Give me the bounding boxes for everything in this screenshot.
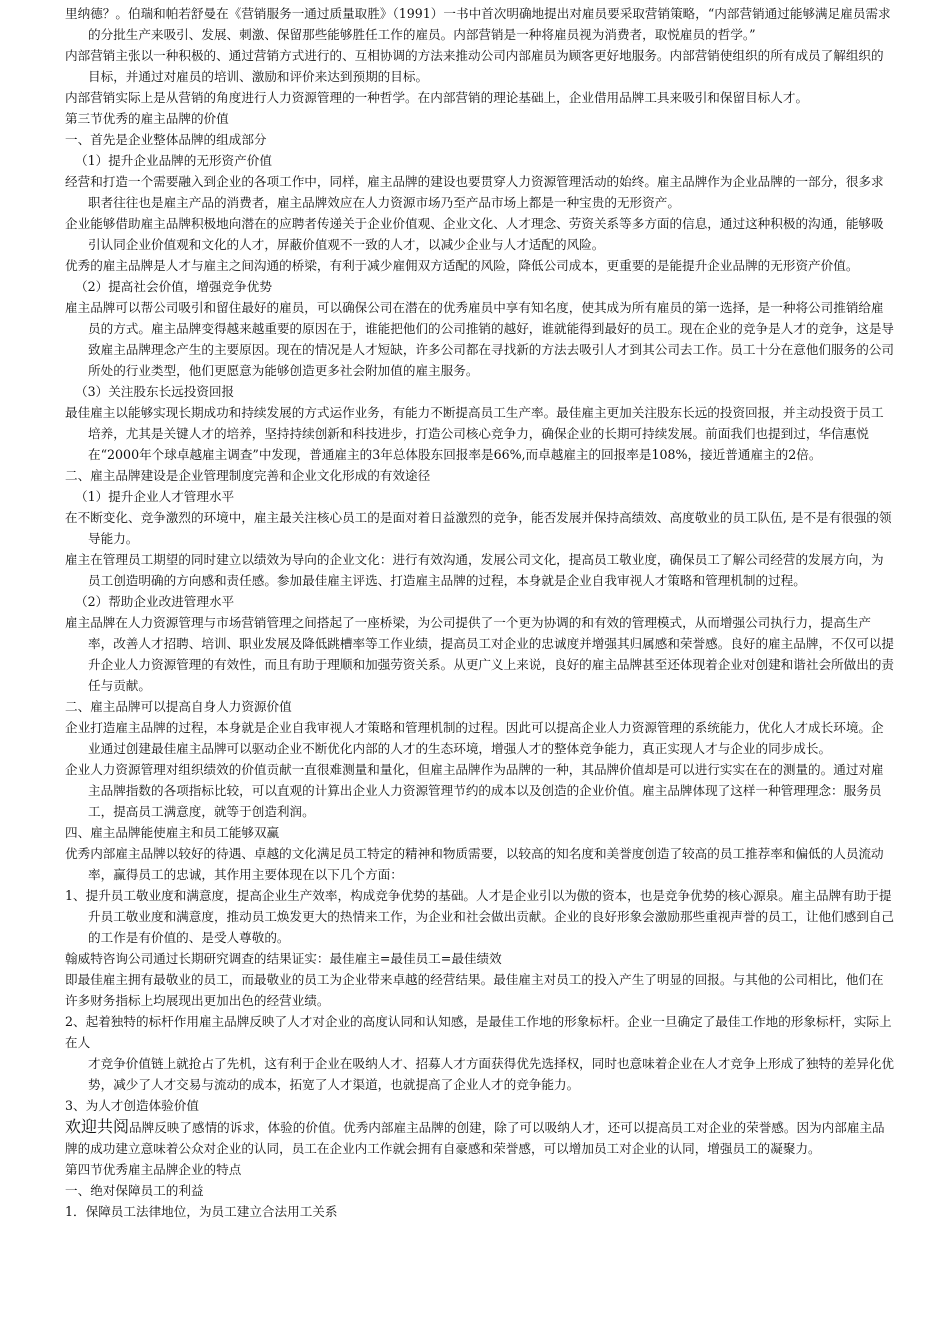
heading-line: 1．保障员工法律地位，为员工建立合法用工关系 bbox=[65, 1204, 338, 1219]
body-paragraph: 优秀内部雇主品牌以较好的待遇、卓越的文化满足员工特定的精神和物质需要，以较高的知名度和美誉度创造了较高的员工推荐率和偏低的人员流动率，赢得员工的忠诚，其作用主要体现在以下几个方面： bbox=[65, 846, 884, 882]
body-paragraph: 优秀的雇主品牌是人才与雇主之间沟通的桥梁，有利于减少雇佣双方适配的风险，降低公司成本，更重要的是能提升企业品牌的无形资产价值。 bbox=[65, 258, 859, 273]
body-paragraph: 内部营销主张以一种积极的、通过营销方式进行的、互相协调的方法来推动公司内部雇员为顾客更好地服务。内部营销使组织的所有成员了解组织的目标，并通过对雇员的培训、激励和评价来达到预期的目标。 bbox=[65, 48, 884, 84]
welcome-paragraph bbox=[65, 1116, 894, 1159]
body-paragraph: 1、提升员工敬业度和满意度，提高企业生产效率，构成竞争优势的基础。人才是企业引以为傲的资本，也是竞争优势的核心源泉。雇主品牌有助于提升员工敬业度和满意度，推动员工焕发更大的热情来工作，为企业和社会做出贡献。企业的良好形象会激励那些重视声誉的员工，让他们感到自己的工作是有价值的、是受人尊敬的。 bbox=[65, 888, 894, 945]
heading-line: 翰威特咨询公司通过长期研究调查的结果证实：最佳雇主=最佳员工=最佳绩效 bbox=[65, 951, 502, 966]
heading-line: 一、首先是企业整体品牌的组成部分 bbox=[65, 132, 267, 147]
heading-line: （2）帮助企业改进管理水平 bbox=[75, 594, 235, 609]
heading-line: 2、起着独特的标杆作用雇主品牌反映了人才对企业的高度认同和认知感，是最佳工作地的形象标杆。企业一旦确定了最佳工作地的形象标杆，实际上在人 bbox=[65, 1014, 892, 1050]
body-paragraph: 雇主在管理员工期望的同时建立以绩效为导向的企业文化：进行有效沟通，发展公司文化，提高员工敬业度，确保员工了解公司经营的发展方向，为员工创造明确的方向感和责任感。参加最佳雇主评选、打造雇主品牌的过程，本身就是企业自我审视人才策略和管理机制的过程。 bbox=[65, 552, 884, 588]
welcome-lead: 欢迎共阅 bbox=[65, 1117, 130, 1136]
body-paragraph: 最佳雇主以能够实现长期成功和持续发展的方式运作业务，有能力不断提高员工生产率。最佳雇主更加关注股东长远的投资回报，并主动投资于员工培养，尤其是关键人才的培养，坚持持续创新和科技进步，打造公司核心竞争力，确保企业的长期可持续发展。前面我们也提到过，华信惠悦在“2000年个球卓越雇主调查”中发现，普通雇主的3年总体股东回报率是66%,而卓越雇主的回报率是108%，接近普通雇主的2倍。 bbox=[65, 405, 884, 462]
body-paragraph: 里纳德？。伯瑞和帕若舒曼在《营销服务一通过质量取胜》（1991）一书中首次明确地提出对雇员要采取营销策略，“内部营销通过能够满足雇员需求的分批生产来吸引、发展、刺激、保留那些能够胜任工作的雇员。内部营销是一种将雇员视为消费者，取悦雇员的哲学。” bbox=[65, 6, 891, 42]
paragraph-text: 品牌反映了感情的诉求，体验的价值。优秀内部雇主品牌的创建，除了可以吸纳人才，还可以提高员工对企业的荣誉感。因为内部雇主品牌的成功建立意味着公众对企业的认同，员工在企业内工作就会拥有自豪感和荣誉感，可以增加员工对企业的认同，增强员工的凝聚力。 bbox=[65, 1120, 885, 1156]
body-paragraph: 内部营销实际上是从营销的角度进行人力资源管理的一种哲学。在内部营销的理论基础上，企业借用品牌工具来吸引和保留目标人才。 bbox=[65, 90, 809, 105]
heading-line: 一、绝对保障员工的利益 bbox=[65, 1183, 204, 1198]
body-paragraph: 经营和打造一个需要融入到企业的各项工作中，同样，雇主品牌的建设也要贯穿人力资源管理活动的始终。雇主品牌作为企业品牌的一部分，很多求职者往往也是雇主产品的消费者，雇主品牌效应在人力资源市场乃至产品市场上都是一种宝贵的无形资产。 bbox=[65, 174, 884, 210]
body-paragraph: 企业能够借助雇主品牌积极地向潜在的应聘者传递关于企业价值观、企业文化、人才理念、劳资关系等多方面的信息，通过这种积极的沟通，能够吸引认同企业价值观和文化的人才，屏蔽价值观不一致的人才，以减少企业与人才适配的风险。 bbox=[65, 216, 884, 252]
heading-line: 二、雇主品牌建设是企业管理制度完善和企业文化形成的有效途径 bbox=[65, 468, 431, 483]
heading-line: 四、雇主品牌能使雇主和员工能够双赢 bbox=[65, 825, 280, 840]
heading-line: （1）提升企业人才管理水平 bbox=[75, 489, 235, 504]
body-paragraph: 雇主品牌可以帮公司吸引和留住最好的雇员，可以确保公司在潜在的优秀雇员中享有知名度，使其成为所有雇员的第一选择，是一种将公司推销给雇员的方式。雇主品牌变得越来越重要的原因在于，谁能把他们的公司推销的越好，谁就能得到最好的员工。现在企业的竞争是人才的竞争，这是导致雇主品牌理念产生的主要原因。现在的情况是人才短缺，许多公司都在寻找新的方法去吸引人才到其公司去工作。员工十分在意他们服务的公司所处的行业类型，他们更愿意为能够创造更多社会附加值的雇主服务。 bbox=[65, 300, 894, 378]
heading-line: （1）提升企业品牌的无形资产价值 bbox=[75, 153, 272, 168]
body-paragraph: 才竞争价值链上就抢占了先机，这有利于企业在吸纳人才、招募人才方面获得优先选择权，同时也意味着企业在人才竞争上形成了独特的差异化优势，减少了人才交易与流动的成本，拓宽了人才渠道，也就提高了企业人才的竞争能力。 bbox=[88, 1056, 894, 1092]
heading-line: 第四节优秀雇主品牌企业的特点 bbox=[65, 1162, 242, 1177]
heading-line: 3、为人才创造体验价值 bbox=[65, 1098, 199, 1113]
heading-line: （2）提高社会价值，增强竞争优势 bbox=[75, 279, 272, 294]
heading-line: 即最佳雇主拥有最敬业的员工，而最敬业的员工为企业带来卓越的经营结果。最佳雇主对员工的投入产生了明显的回报。与其他的公司相比，他们在许多财务指标上均展现出更加出色的经营业绩。 bbox=[65, 972, 884, 1008]
body-paragraph: 在不断变化、竞争激烈的环境中，雇主最关注核心员工的是面对着日益激烈的竞争，能否发展并保持高绩效、高度敬业的员工队伍, 是不是有很强的领导能力。 bbox=[65, 510, 892, 546]
heading-line: （3）关注股东长远投资回报 bbox=[75, 384, 235, 399]
heading-line: 二、雇主品牌可以提高自身人力资源价值 bbox=[65, 699, 292, 714]
body-paragraph: 雇主品牌在人力资源管理与市场营销管理之间搭起了一座桥梁，为公司提供了一个更为协调的和有效的管理模式，从而增强公司执行力，提高生产率，改善人才招聘、培训、职业发展及降低跳槽率等工作业绩，提高员工对企业的忠诚度并增强其归属感和荣誉感。良好的雇主品牌，不仅可以提升企业人力资源管理的有效性，而且有助于理顺和加强劳资关系。从更广义上来说，良好的雇主品牌甚至还体现着企业对创建和谐社会所做出的责任与贡献。 bbox=[65, 615, 894, 693]
body-paragraph: 企业人力资源管理对组织绩效的价值贡献一直很难测量和量化，但雇主品牌作为品牌的一种，其品牌价值却是可以进行实实在在的测量的。通过对雇主品牌指数的各项指标比较，可以直观的计算出企业人力资源管理节约的成本以及创造的企业价值。雇主品牌体现了这样一种管理理念：服务员工，提高员工满意度，就等于创造利润。 bbox=[65, 762, 884, 819]
heading-line: 第三节优秀的雇主品牌的价值 bbox=[65, 111, 229, 126]
body-paragraph: 企业打造雇主品牌的过程，本身就是企业自我审视人才策略和管理机制的过程。因此可以提高企业人力资源管理的系统能力，优化人才成长环境。企业通过创建最佳雇主品牌可以驱动企业不断优化内部的人才的生态环境，增强人才的整体竞争能力，真正实现人才与企业的同步成长。 bbox=[65, 720, 884, 756]
